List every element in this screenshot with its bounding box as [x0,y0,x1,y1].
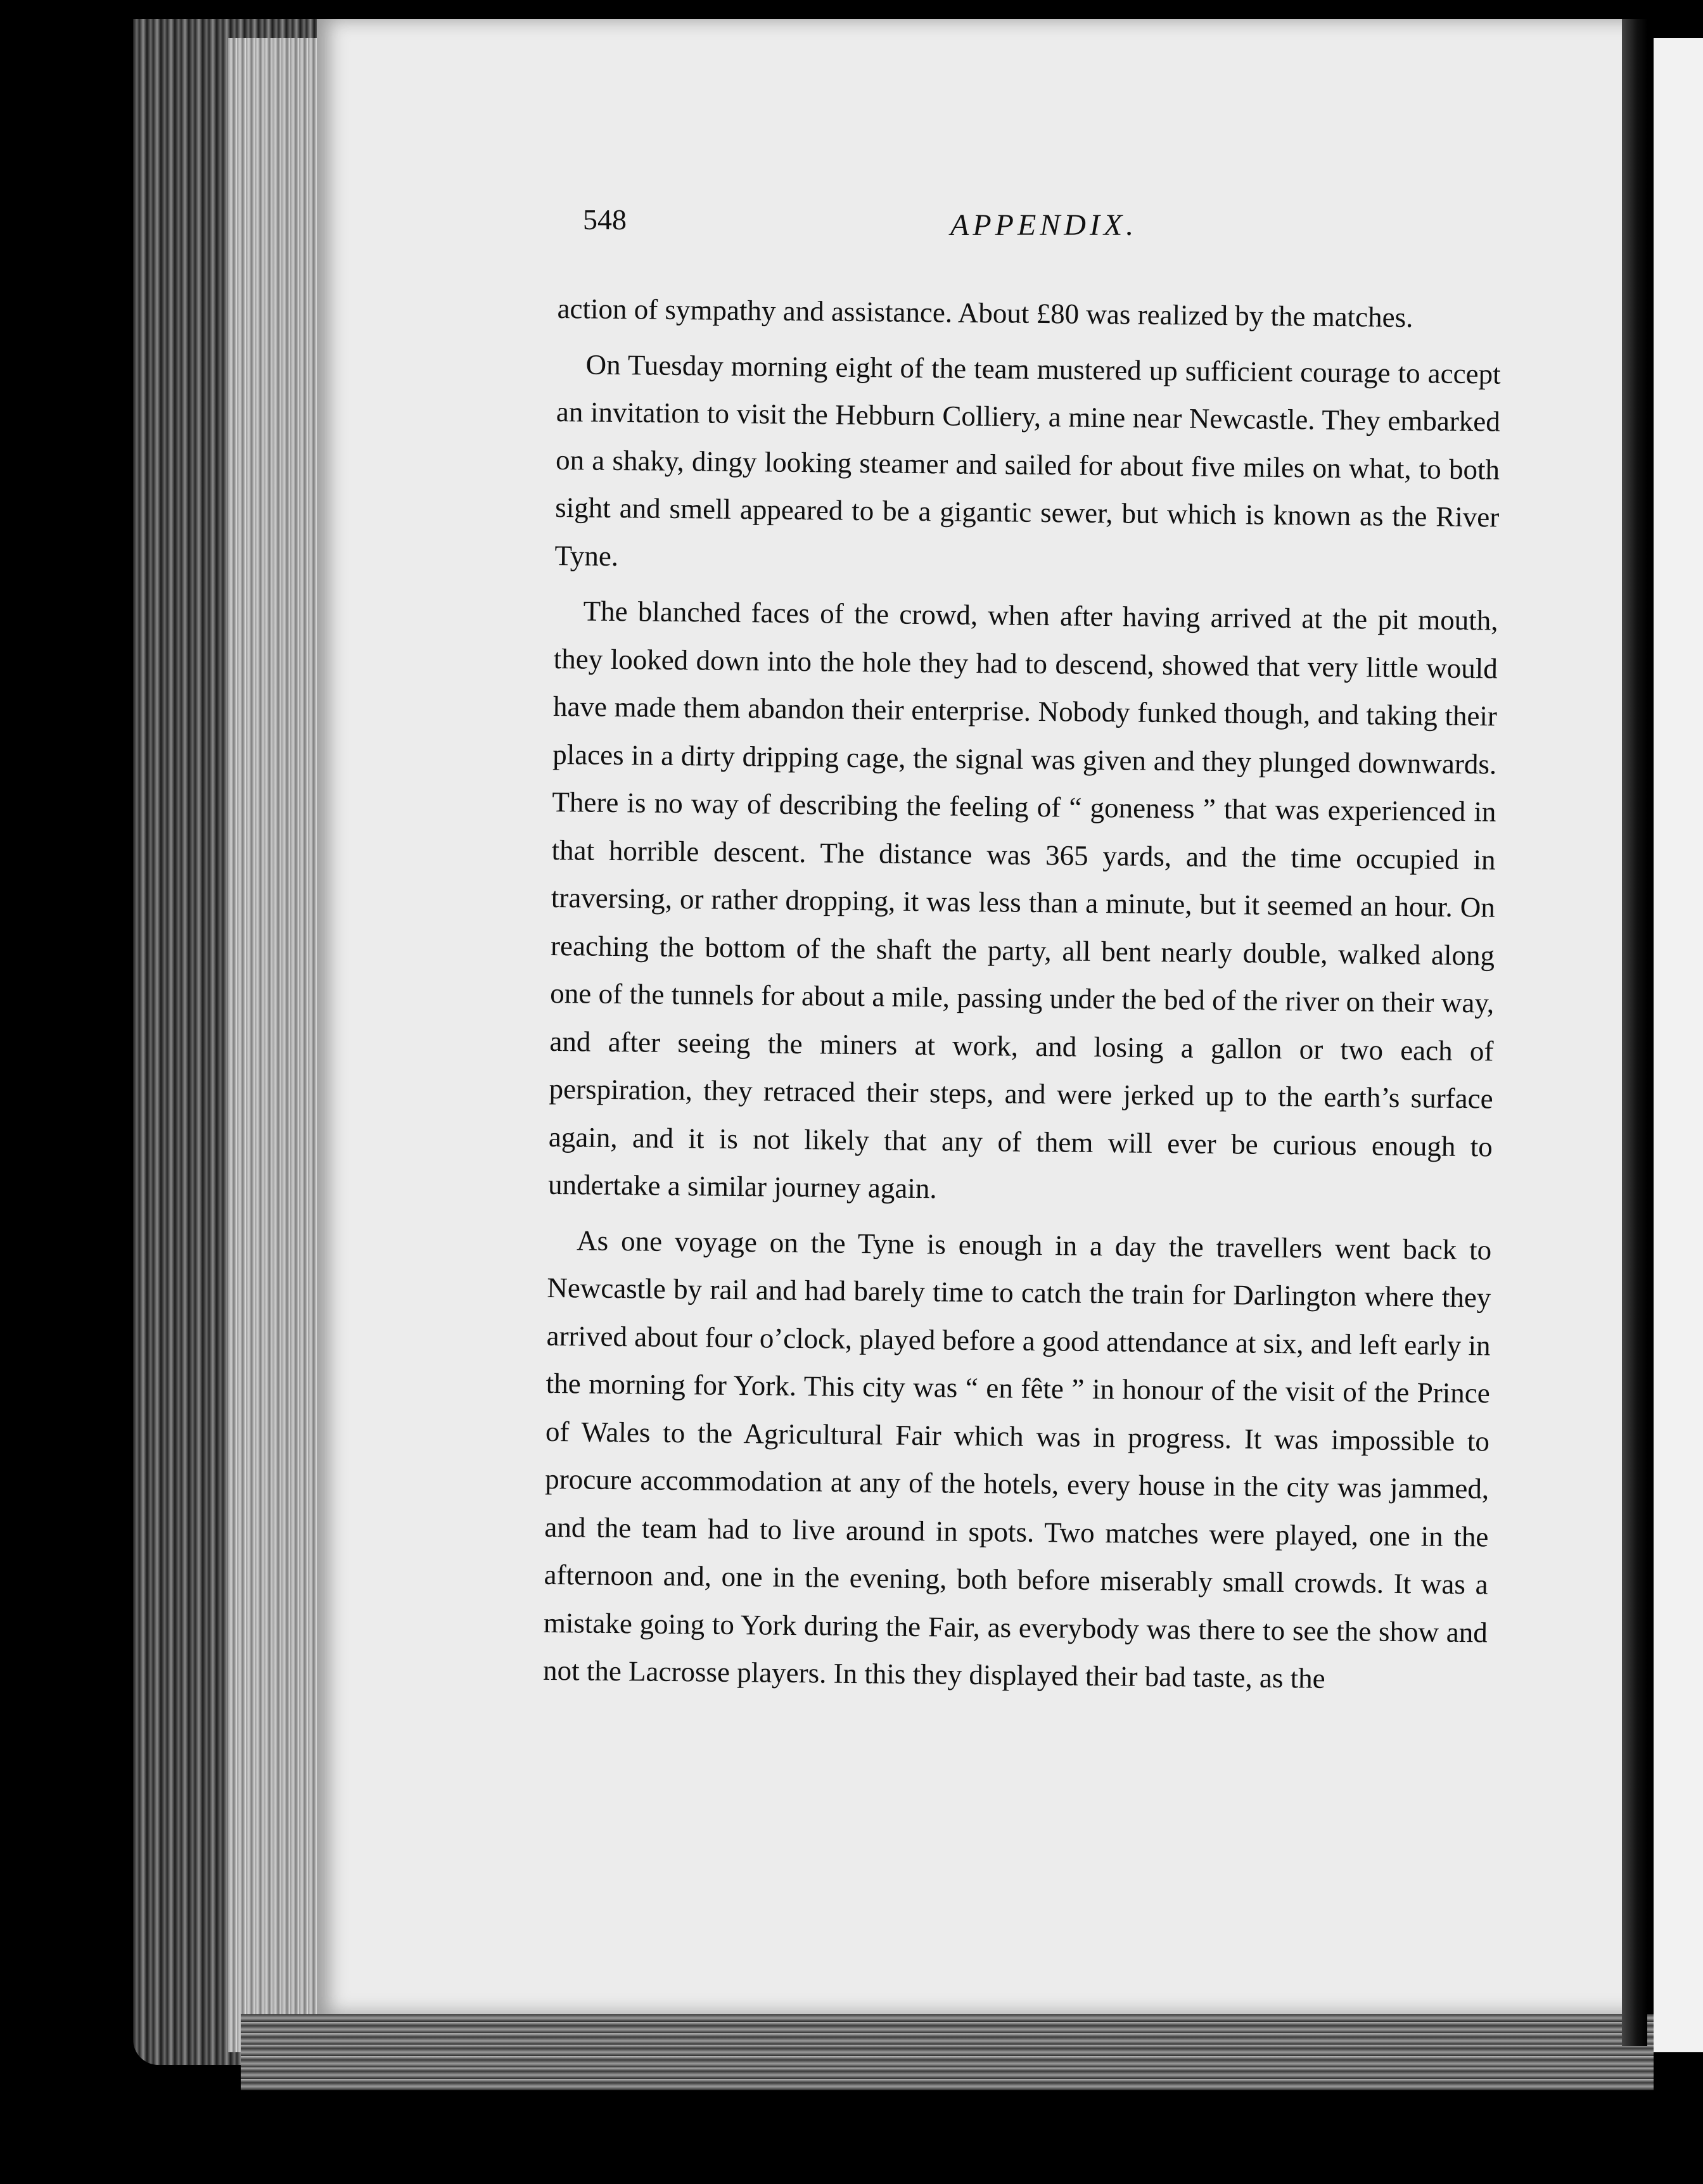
running-head: APPENDIX. [950,208,1138,242]
paragraph-hebburn-colliery: On Tuesday morning eight of the team mustered up sufficient courage to accept an invitation to visit the Hebburn Colliery, a mine near Newcastle. They embarked on a shaky, dingy looking steamer and sailed for about five miles on what, to both sight and smell appeared to be a gigantic sewer, but which is known as the River Tyne. [554,348,1501,572]
bottom-page-edges [241,2014,1654,2090]
page-edges-inner [228,38,323,2052]
book-gutter [1622,19,1647,2046]
page-number: 548 [583,203,627,236]
paragraph-mine-descent: The blanched faces of the crowd, when after having arrived at the pit mouth, they looked down into the hole they had to descend, showed that very little would have made them abandon their enterprise. Nobody funked though, and taking their places in a dirty dripping cage, the signal was given and they plunged downwards. There is no way of describing the feeling of “ goneness ” that was experienced in that horrible descent. The distance was 365 yards, and the time occupied in traversing, or rather dropping, it was less than a minute, but it seemed an hour. On reaching the bottom of the shaft the party, all bent nearly double, walked along one of the tunnels for about a mile, passing under the bed of the river on their way, and after seeing the miners at work, and losing a gallon or two each of perspiration, they retraced their steps, and were jerked up to the earth’s surface again, and it is not likely that any of them will ever be curious enough to undertake a similar journey again. [547,595,1498,1205]
body-text [543,285,1502,1712]
facing-page-edge [1654,38,1703,2052]
paragraph-continuation: action of sympathy and assistance. About £80 was realized by the matches. [557,292,1413,334]
page-header [583,203,1546,253]
paragraph-darlington-york: As one voyage on the Tyne is enough in a day the travellers went back to Newcastle by rail and had barely time to catch the train for Darlington where they arrived about four o’clock, played before a good attendance at six, and left early in the morning for York. This city was “ en fête ” in honour of the visit of the Prince of Wales to the Agricultural Fair which was in progress. It was impossible to procure accommodation at any of the hotels, every house in the city was jammed, and the team had to live around in spots. Two matches were played, one in the afternoon and, one in the evening, both before miserably small crowds. It was a mistake going to York during the Fair, as everybody was there to see the show and not the Lacrosse players. In this they displayed their bad taste, as the [542,1224,1492,1694]
